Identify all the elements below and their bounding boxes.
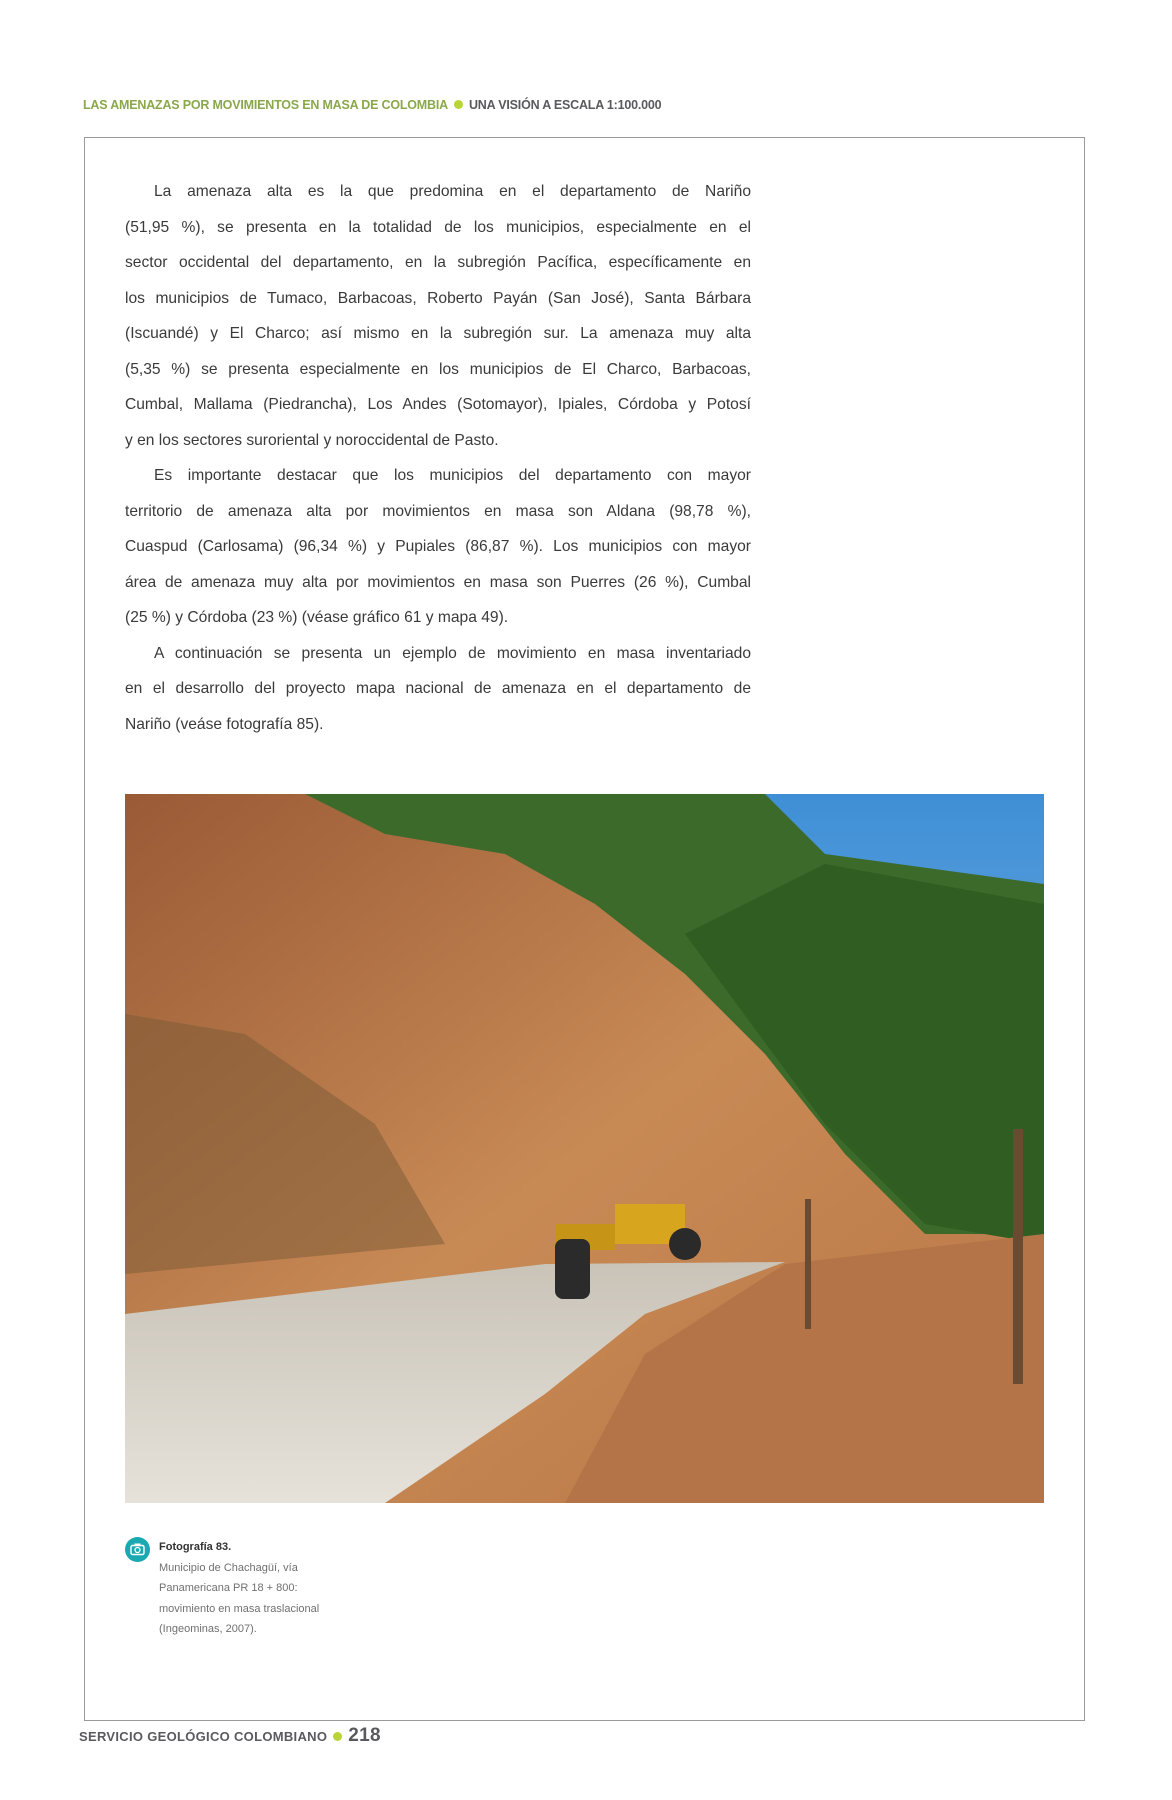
body-text	[125, 174, 751, 742]
camera-icon	[125, 1537, 150, 1562]
bullet-dot	[333, 1732, 342, 1741]
text-line: Nariño (veáse fotografía 85).	[125, 715, 324, 733]
text-line: Es importante destacar que los municipios del departamento con mayor	[154, 467, 751, 484]
text-line: en el desarrollo del proyecto mapa nacional de amenaza en el departamento de	[125, 680, 751, 697]
text-line: (51,95 %), se presenta en la totalidad de los municipios, especialmente en el	[125, 218, 751, 236]
text-line: sector occidental del departamento, en la subregión Pacífica, específicamente en	[125, 254, 751, 271]
text-line: (Iscuandé) y El Charco; así mismo en la subregión sur. La amenaza muy alta	[125, 325, 751, 342]
publisher-name: SERVICIO GEOLÓGICO COLOMBIANO	[79, 1729, 328, 1744]
text-line: territorio de amenaza alta por movimientos en masa son Aldana (98,78 %),	[125, 502, 751, 520]
text-line: Cuaspud (Carlosama) (96,34 %) y Pupiales (86,87 %). Los municipios con mayor	[125, 538, 751, 555]
text-line: (5,35 %) se presenta especialmente en los municipios de El Charco, Barbacoas,	[125, 360, 751, 378]
book-subtitle: UNA VISIÓN A ESCALA 1:100.000	[468, 98, 662, 112]
caption-line: (Ingeominas, 2007).	[159, 1623, 257, 1635]
book-title: LAS AMENAZAS POR MOVIMIENTOS EN MASA DE COLOMBIA	[83, 98, 448, 112]
landslide-photo	[125, 794, 1044, 1503]
paragraph	[125, 174, 751, 458]
page-number: 218	[348, 1725, 381, 1746]
text-line: (25 %) y Córdoba (23 %) (véase gráfico 61 y mapa 49).	[125, 609, 509, 626]
landslide-photo-illustration	[125, 794, 1044, 1503]
text-line: y en los sectores suroriental y noroccidental de Pasto.	[125, 431, 499, 449]
text-line: A continuación se presenta un ejemplo de movimiento en masa inventariado	[154, 644, 751, 662]
text-line: los municipios de Tumaco, Barbacoas, Roberto Payán (San José), Santa Bárbara	[125, 289, 751, 307]
running-header	[83, 98, 661, 112]
text-line: La amenaza alta es la que predomina en el departamento de Nariño	[154, 183, 751, 200]
caption-line: Panamericana PR 18 + 800:	[159, 1582, 298, 1594]
bullet-dot	[454, 100, 463, 109]
paragraph	[125, 458, 751, 636]
caption-title: Fotografía 83.	[159, 1541, 232, 1553]
text-line: Cumbal, Mallama (Piedrancha), Los Andes (Sotomayor), Ipiales, Córdoba y Potosí	[125, 396, 751, 413]
caption-line: movimiento en masa traslacional	[159, 1602, 320, 1615]
paragraph	[125, 636, 751, 743]
text-line: área de amenaza muy alta por movimientos en masa son Puerres (26 %), Cumbal	[125, 573, 751, 591]
caption-line: Municipio de Chachagüí, vía	[159, 1561, 298, 1574]
page-footer	[79, 1725, 381, 1747]
